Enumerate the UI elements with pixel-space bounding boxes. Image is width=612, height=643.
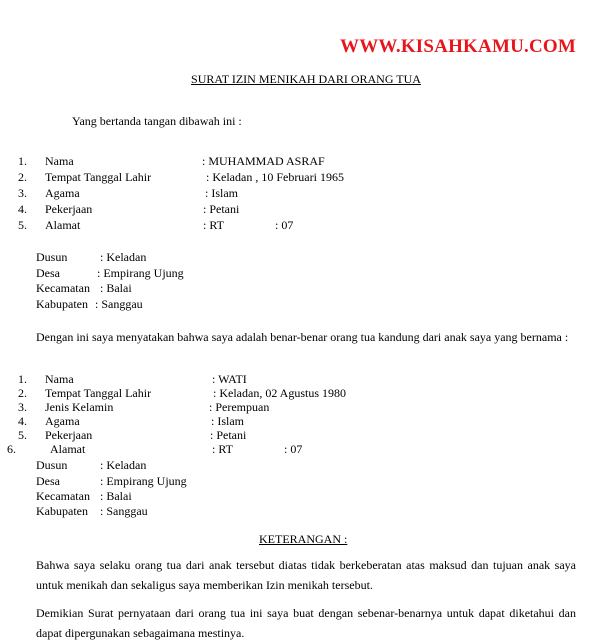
paragraph-closing: Demikian Surat pernyataan dari orang tua ini saya buat dengan sebenar-benarnya untuk dapat diketahui dan dapat dipergunakan sebagaimana mestinya. [36,606,576,640]
statement-text: Dengan ini saya menyatakan bahwa saya adalah benar-benar orang tua kandung dari anak saya yang bernama : [36,330,569,344]
address-value: : Keladan [100,250,147,264]
intro-text: Yang bertanda tangan dibawah ini : [72,114,242,128]
field-value: : Keladan, 02 Agustus 1980 [213,386,346,400]
list-item [0,218,612,233]
list-item [0,170,612,185]
field-value: : MUHAMMAD ASRAF [202,154,325,168]
list-item [0,154,612,169]
field-label: Alamat [45,218,81,232]
address-value: : Sanggau [95,297,143,311]
item-number: 2. [18,170,27,184]
field-label: Agama [45,186,80,200]
item-number: 2. [18,386,27,400]
address-label: Dusun [36,458,68,472]
item-number: 4. [18,414,27,428]
list-item [0,489,612,504]
item-number: 5. [18,218,27,232]
field-value: : Petani [210,428,247,442]
address-label: Kabupaten [36,504,88,518]
list-item [0,202,612,217]
field-label: Pekerjaan [45,428,93,442]
list-item [0,400,612,415]
field-value-rw: : 07 [284,442,303,456]
field-value: : Keladan , 10 Februari 1965 [206,170,344,184]
address-value: : Sanggau [100,504,148,518]
address-value: : Balai [100,489,132,503]
field-label: Agama [45,414,80,428]
field-value: : RT [212,442,233,456]
item-number: 5. [18,428,27,442]
address-label: Kecamatan [36,489,90,503]
field-value: : Petani [203,202,240,216]
list-item [0,442,612,457]
field-value: : Perempuan [209,400,270,414]
field-value: : Islam [211,414,244,428]
list-item [0,428,612,443]
field-label: Pekerjaan [45,202,93,216]
list-item [0,504,612,519]
list-item [0,372,612,387]
list-item [0,297,612,312]
list-item [0,266,612,281]
list-item [0,186,612,201]
item-number: 1. [18,372,27,386]
address-value: : Empirang Ujung [97,266,184,280]
list-item [0,386,612,401]
field-label: Nama [45,154,74,168]
item-number: 4. [18,202,27,216]
field-value: : WATI [212,372,247,386]
list-item [0,458,612,473]
address-label: Desa [36,266,60,280]
list-item [0,281,612,296]
field-label: Alamat [50,442,86,456]
address-value: : Empirang Ujung [100,474,187,488]
address-label: Kecamatan [36,281,90,295]
address-label: Kabupaten [36,297,88,311]
keterangan-heading: KETERANGAN : [259,532,348,546]
list-item [0,474,612,489]
item-number: 1. [18,154,27,168]
item-number: 3. [18,186,27,200]
address-value: : Keladan [100,458,147,472]
item-number: 3. [18,400,27,414]
address-label: Desa [36,474,60,488]
paragraph-permission: Bahwa saya selaku orang tua dari anak tersebut diatas tidak berkeberatan atas maksud dan tujuan anak saya untuk menikah dan sekaligus saya memberikan Izin menikah tersebut. [36,558,576,592]
item-number: 6. [7,442,16,456]
letter-title: SURAT IZIN MENIKAH DARI ORANG TUA [191,72,421,86]
list-item [0,414,612,429]
field-label: Nama [45,372,74,386]
field-label: Jenis Kelamin [45,400,114,414]
field-value-rw: : 07 [275,218,294,232]
field-label: Tempat Tanggal Lahir [45,170,152,184]
field-value: : Islam [205,186,238,200]
address-value: : Balai [100,281,132,295]
watermark-url: WWW.KISAHKAMU.COM [340,36,576,57]
field-label: Tempat Tanggal Lahir [45,386,152,400]
field-value: : RT [203,218,224,232]
address-label: Dusun [36,250,68,264]
list-item [0,250,612,265]
